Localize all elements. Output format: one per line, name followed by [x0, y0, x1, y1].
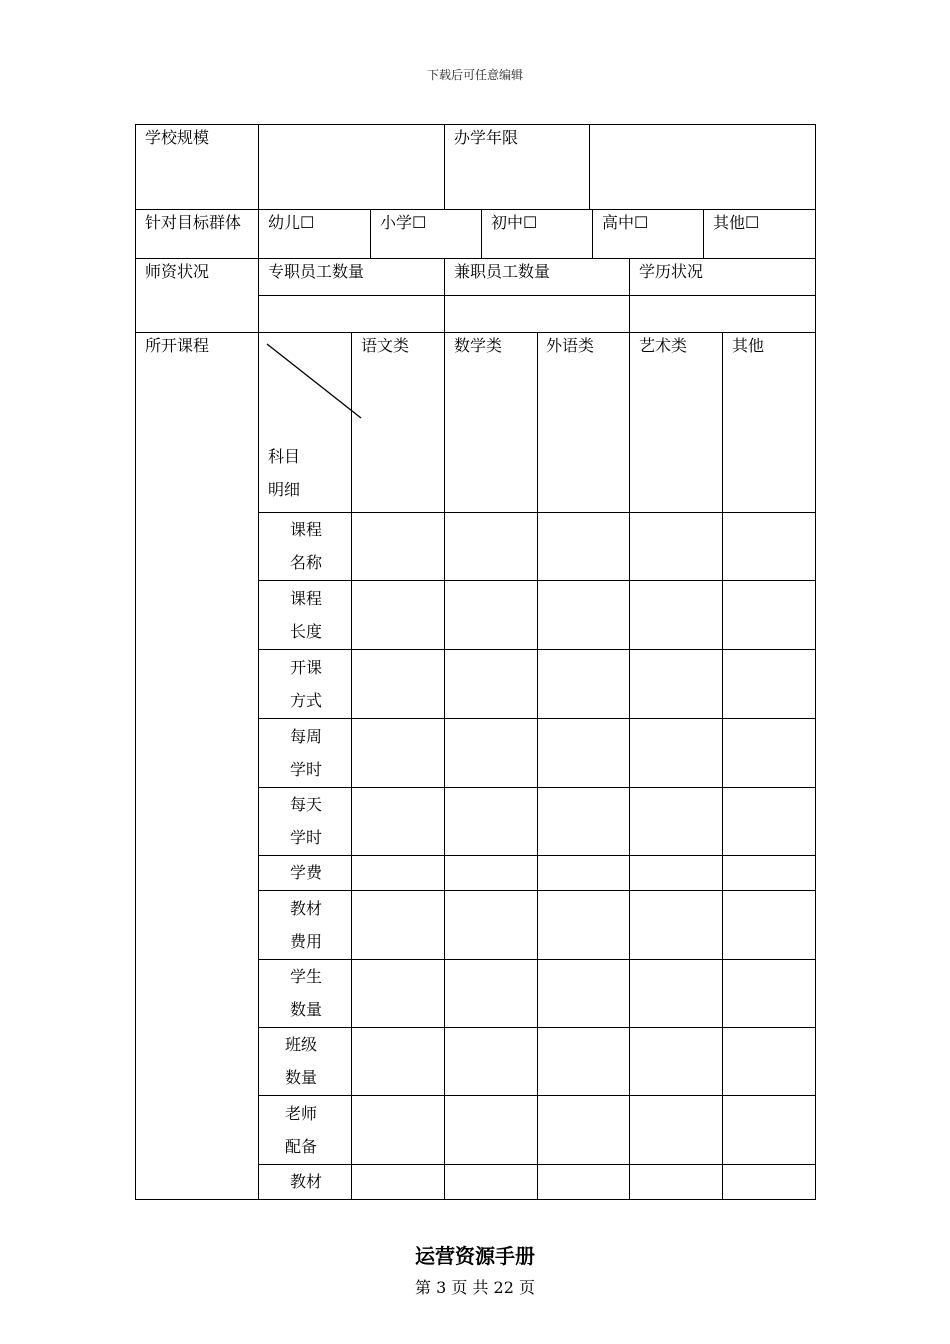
category-0: 语文类: [361, 336, 410, 355]
detail-label-1-1: 长度: [290, 621, 323, 641]
cell-divider: [589, 124, 590, 209]
detail-row-divider: [258, 580, 815, 581]
detail-label-7-0: 学生: [290, 967, 323, 986]
detail-label-2-0: 开课: [290, 657, 323, 677]
detail-label-7-1: 数量: [290, 1000, 323, 1019]
corner-diagonal: [265, 342, 365, 422]
row-divider: [135, 209, 815, 210]
target-option-2: 初中☐: [491, 213, 538, 232]
table-border-right: [815, 124, 816, 1200]
detail-row-divider: [258, 787, 815, 788]
staff-col-0: 专职员工数量: [268, 262, 365, 281]
category-column-divider: [722, 332, 723, 1199]
table-border-bottom: [135, 1199, 816, 1200]
detail-label-4-0: 每天: [290, 795, 323, 814]
detail-label-6-1: 费用: [290, 931, 323, 951]
corner-label-1: 明细: [268, 480, 301, 499]
detail-label-3-0: 每周: [290, 726, 323, 746]
category-4: 其他: [732, 336, 765, 355]
target-option-3: 高中☐: [602, 213, 649, 232]
detail-label-3-1: 学时: [290, 759, 323, 779]
table-border-top: [135, 124, 816, 125]
detail-label-2-1: 方式: [290, 690, 323, 710]
category-1: 数学类: [454, 336, 503, 355]
cell-divider: [370, 209, 371, 258]
detail-label-0-1: 名称: [290, 553, 323, 572]
staff-label: 师资状况: [145, 262, 210, 281]
target-option-1: 小学☐: [380, 213, 427, 232]
row-divider: [135, 332, 815, 333]
cell-divider: [703, 209, 704, 258]
footer-title: 运营资源手册: [415, 1244, 535, 1268]
detail-label-8-0: 班级: [285, 1035, 318, 1054]
target-group-label: 针对目标群体: [145, 213, 242, 232]
detail-label-9-1: 配备: [285, 1136, 318, 1156]
detail-row-divider: [258, 1027, 815, 1028]
detail-row-divider: [258, 1164, 815, 1165]
school-years-label: 办学年限: [454, 128, 519, 147]
target-option-4: 其他☐: [713, 213, 760, 232]
detail-label-5-0: 学费: [290, 863, 323, 882]
row-divider: [258, 295, 815, 296]
detail-label-9-0: 老师: [285, 1103, 318, 1123]
courses-label: 所开课程: [145, 336, 210, 355]
category-column-divider: [629, 332, 630, 1199]
detail-label-0-0: 课程: [290, 520, 323, 539]
detail-label-8-1: 数量: [285, 1068, 318, 1087]
category-column-divider: [351, 332, 352, 1199]
cell-divider: [592, 209, 593, 258]
table-border-left: [135, 124, 136, 1200]
cell-divider: [444, 258, 445, 332]
category-column-divider: [444, 332, 445, 1199]
page-number: 第 3 页 共 22 页: [415, 1278, 535, 1297]
detail-label-10-0: 教材: [290, 1172, 323, 1191]
staff-col-1: 兼职员工数量: [454, 262, 551, 281]
category-column-divider: [537, 332, 538, 1199]
cell-divider: [481, 209, 482, 258]
detail-row-divider: [258, 890, 815, 891]
detail-label-1-0: 课程: [290, 588, 323, 608]
detail-row-divider: [258, 718, 815, 719]
school-scale-label: 学校规模: [145, 128, 210, 147]
category-3: 艺术类: [639, 336, 688, 355]
detail-row-divider: [258, 1095, 815, 1096]
header-note: 下载后可任意编辑: [426, 68, 523, 82]
detail-label-4-1: 学时: [290, 828, 323, 847]
detail-row-divider: [258, 512, 815, 513]
row-divider: [135, 258, 815, 259]
label-column-divider: [258, 124, 259, 1199]
target-option-0: 幼儿☐: [268, 213, 315, 232]
detail-row-divider: [258, 959, 815, 960]
category-2: 外语类: [546, 336, 595, 355]
corner-label-0: 科目: [268, 447, 301, 466]
cell-divider: [629, 258, 630, 332]
cell-divider: [444, 124, 445, 209]
detail-row-divider: [258, 855, 815, 856]
detail-row-divider: [258, 649, 815, 650]
detail-label-6-0: 教材: [290, 898, 323, 918]
staff-col-2: 学历状况: [639, 262, 704, 281]
